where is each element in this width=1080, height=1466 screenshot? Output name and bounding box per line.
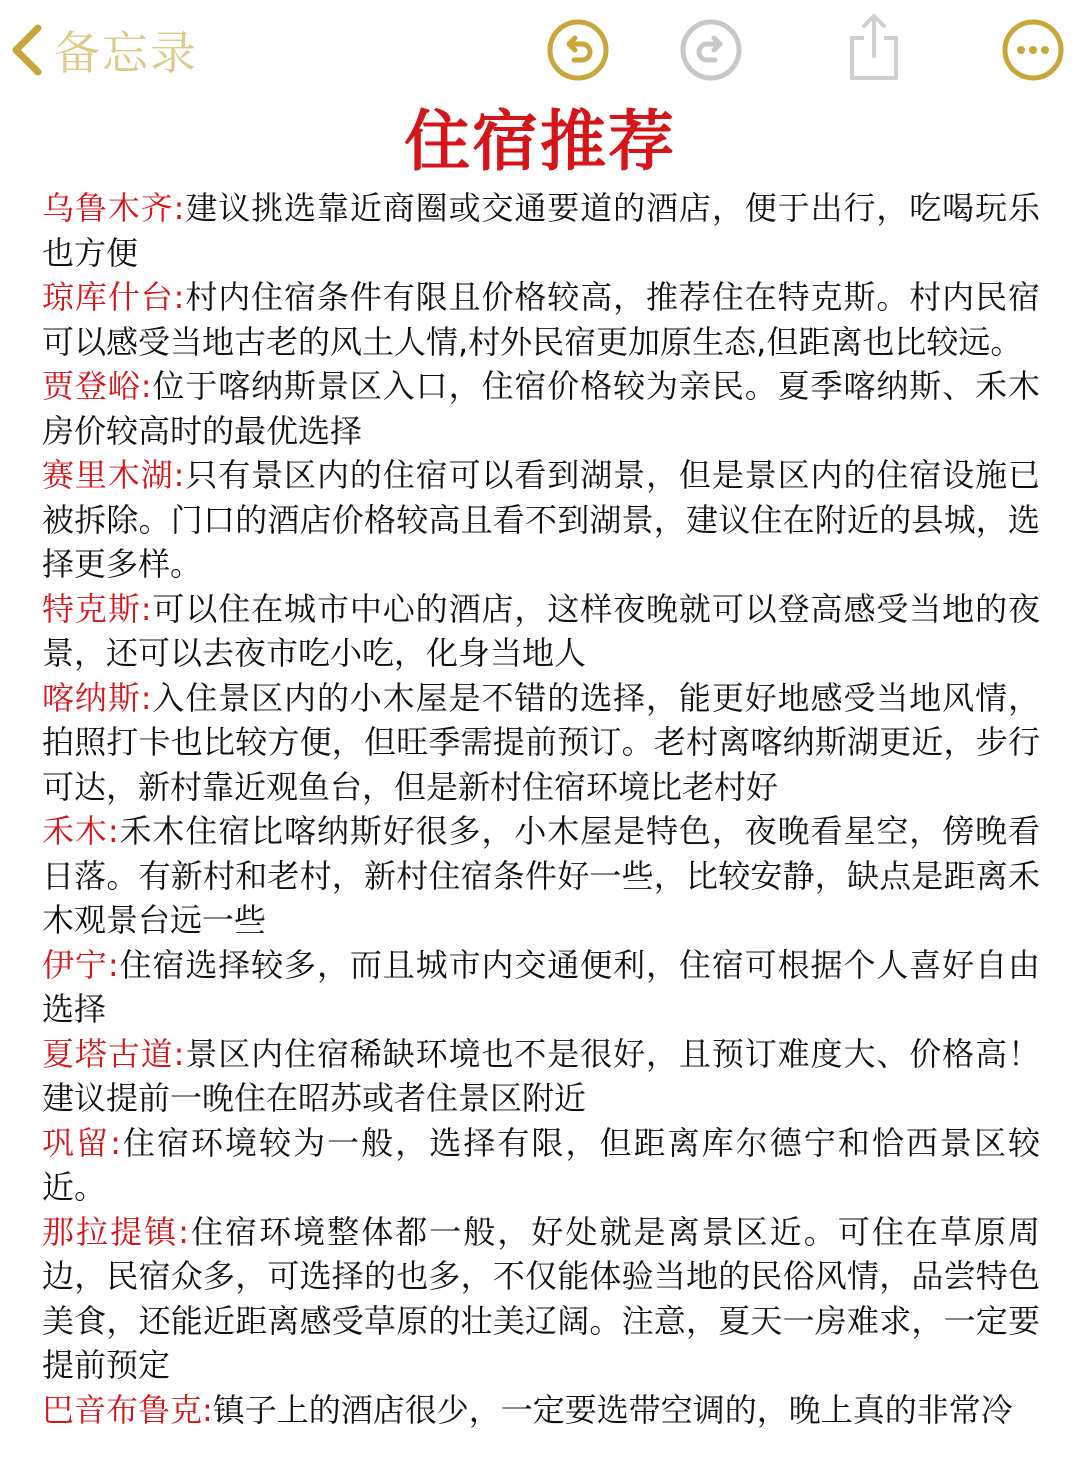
note-entry — [42, 364, 1040, 453]
entry-place: 特克斯: — [42, 589, 152, 628]
note-entry — [42, 1388, 1040, 1433]
entry-text: 位于喀纳斯景区入口，住宿价格较为亲民。夏季喀纳斯、禾木房价较高时的最优选择 — [42, 367, 1040, 450]
more-icon — [1001, 18, 1065, 82]
entry-place: 那拉提镇: — [42, 1212, 189, 1251]
entry-text: 镇子上的酒店很少，一定要选带空调的，晚上真的非常冷 — [212, 1390, 1013, 1429]
entry-text: 住宿选择较多，而且城市内交通便利，住宿可根据个人喜好自由选择 — [42, 945, 1040, 1028]
note-title: 住宿推荐 — [404, 103, 676, 180]
undo-icon — [546, 18, 610, 82]
entry-place: 巴音布鲁克: — [42, 1390, 213, 1429]
entry-text: 景区内住宿稀缺环境也不是很好，且预订难度大、价格高！建议提前一晚住在昭苏或者住景区附近 — [42, 1034, 1040, 1117]
redo-icon — [679, 18, 743, 82]
more-button[interactable] — [1001, 18, 1065, 82]
navigation-bar — [0, 0, 1080, 100]
chevron-left-icon — [6, 22, 46, 78]
entry-place: 夏塔古道: — [42, 1034, 185, 1073]
note-entry — [42, 943, 1040, 1032]
note-entry — [42, 453, 1040, 587]
entry-place: 伊宁: — [42, 945, 119, 984]
note-entry — [42, 1121, 1040, 1210]
note-entry — [42, 1032, 1040, 1121]
entry-text: 建议挑选靠近商圈或交通要道的酒店，便于出行，吃喝玩乐也方便 — [42, 189, 1040, 272]
entry-place: 贾登峪: — [42, 367, 152, 405]
note-entry — [42, 275, 1040, 364]
entry-place: 喀纳斯: — [42, 678, 152, 717]
note-entry — [42, 676, 1040, 810]
entry-text: 可以住在城市中心的酒店，这样夜晚就可以登高感受当地的夜景，还可以去夜市吃小吃，化身当地人 — [42, 589, 1040, 672]
entry-text: 禾木住宿比喀纳斯好很多，小木屋是特色，夜晚看星空，傍晚看日落。有新村和老村，新村住宿条件好一些，比较安静，缺点是距离禾木观景台远一些 — [42, 812, 1040, 939]
note-entry — [42, 186, 1040, 275]
note-entry — [42, 809, 1040, 943]
note-entry — [42, 587, 1040, 676]
entry-text: 入住景区内的小木屋是不错的选择，能更好地感受当地风情，拍照打卡也比较方便，但旺季需提前预订。老村离喀纳斯湖更近，步行可达，新村靠近观鱼台，但是新村住宿环境比老村好 — [42, 678, 1040, 806]
entry-place: 赛里木湖: — [42, 456, 185, 494]
back-button[interactable] — [6, 14, 198, 86]
undo-button[interactable] — [546, 18, 610, 82]
share-icon — [842, 12, 906, 84]
entry-place: 禾木: — [42, 812, 119, 850]
entry-text: 只有景区内的住宿可以看到湖景，但是景区内的住宿设施已被拆除。门口的酒店价格较高且看不到湖景，建议住在附近的县城，选择更多样。 — [42, 456, 1040, 583]
note-body[interactable] — [42, 186, 1040, 1432]
entry-place: 琼库什台: — [42, 278, 185, 316]
entry-text: 住宿环境较为一般，选择有限，但距离库尔德宁和恰西景区较近。 — [42, 1123, 1040, 1206]
share-button[interactable] — [842, 12, 906, 84]
entry-place: 巩留: — [42, 1123, 121, 1162]
entry-place: 乌鲁木齐: — [42, 189, 185, 227]
back-label: 备忘录 — [54, 26, 198, 80]
entry-text: 住宿环境整体都一般，好处就是离景区近。可住在草原周边，民宿众多，可选择的也多，不仅能体验当地的民俗风情，品尝特色美食，还能近距离感受草原的壮美辽阔。注意，夏天一房难求，一定要提前预定 — [42, 1212, 1040, 1384]
note-entry — [42, 1210, 1040, 1388]
redo-button[interactable] — [679, 18, 743, 82]
entry-text: 村内住宿条件有限且价格较高，推荐住在特克斯。村内民宿可以感受当地古老的风土人情,村外民宿更加原生态,但距离也比较远。 — [42, 278, 1040, 361]
